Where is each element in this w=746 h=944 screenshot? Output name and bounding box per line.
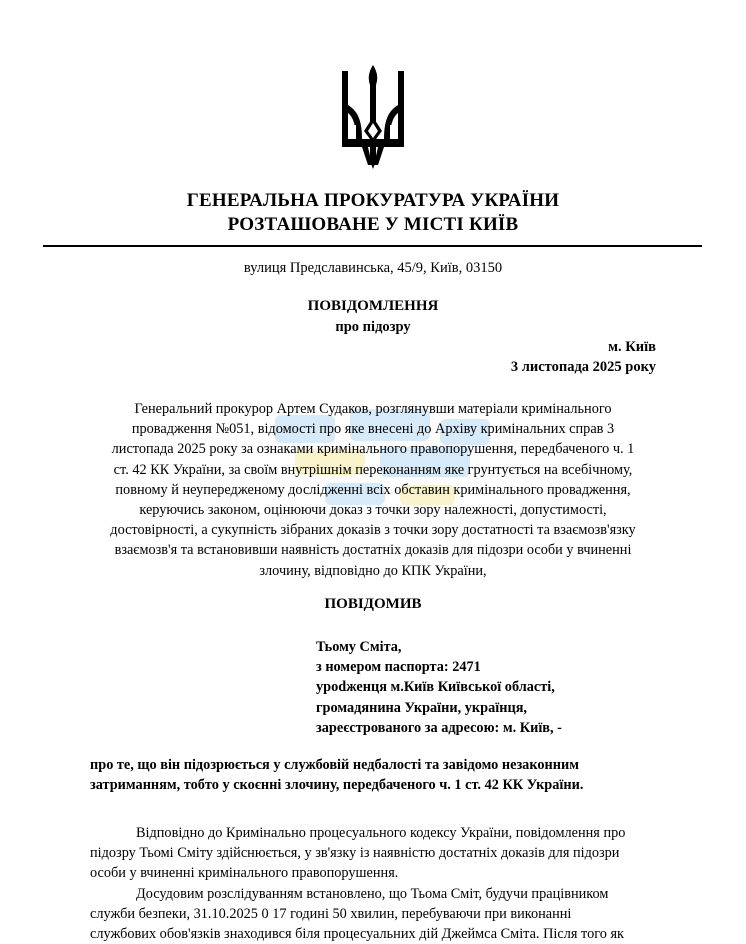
charge-line: затриманням, тобто у скоєнні злочину, передбаченого ч. 1 ст. 42 КК України. — [90, 777, 584, 794]
suspect-details — [316, 637, 562, 738]
organization-name: ГЕНЕРАЛЬНА ПРОКУРАТУРА УКРАЇНИ — [186, 190, 560, 211]
document-title: ПОВІДОМЛЕННЯ — [307, 298, 439, 314]
body-paragraphs — [90, 823, 660, 944]
charge-line: про те, що він підозрюється у службовій недбалості та завідомо незаконним — [90, 757, 579, 773]
body-line: підозру Тьомі Сміту здійснюється, у зв'язку із наявністю достатніх доказів для підозри — [90, 845, 620, 862]
preamble-paragraph — [90, 399, 656, 581]
body-line: службових обов'язків знаходився біля процесуальних дій Джеймса Сміта. Після того як — [90, 926, 624, 943]
preamble-line: взаємозв'я та встановивши наявність достатніх доказів для підозри особи у вчиненні — [114, 542, 632, 559]
organization-location: РОЗТАШОВАНЕ У МІСТІ КИЇВ — [227, 214, 519, 235]
suspect-registration: зареєстрованого за адресою: м. Київ, - — [316, 719, 562, 736]
ukraine-trident-icon — [338, 65, 408, 177]
body-line: особи у вчиненні кримінального правопорушення. — [90, 865, 399, 882]
suspect-birthplace: урodженця м.Київ Київської області, — [316, 679, 555, 696]
preamble-line: повному й неупередженому дослідженні всіх обставин кримінального провадження, — [115, 481, 631, 498]
header-divider — [43, 245, 702, 247]
preamble-line: злочину, відповідно до КПК України, — [259, 562, 487, 579]
preamble-line: провадження №051, відомості про яке внесені до Архіву кримінальних справ 3 — [131, 421, 615, 438]
suspect-citizenship: громадянина України, українця, — [316, 699, 528, 716]
preamble-line: листопада 2025 року за ознаками кримінального правопорушення, передбаченого ч. 1 — [111, 441, 635, 458]
preamble-line: ст. 42 КК України, за своїм внутрішнім переконанням яке грунтується на всебічному, — [113, 461, 633, 478]
preamble-line: достовірності, а сукупність зібраних доказів з точки зору достатності та взаємозв'язку — [110, 522, 636, 539]
body-line: служби безпеки, 31.10.2025 0 17 годині 50 хвилин, перебуваючи при виконанні — [90, 905, 572, 922]
organization-address: вулиця Предславинська, 45/9, Київ, 03150 — [243, 260, 503, 276]
preamble-line: Генеральний прокурор Артем Судаков, розглянувши матеріали кримінального — [134, 401, 612, 417]
body-line: Відповідно до Кримінально процесуального кодексу України, повідомлення про — [136, 825, 626, 841]
body-line: Досудовим розслідуванням встановлено, що Тьома Сміт, будучи працівником — [136, 885, 609, 902]
document-date: 3 листопада 2025 року — [510, 359, 656, 375]
suspect-name: Тьому Сміта, — [316, 639, 402, 655]
notification-verb: ПОВІДОМИВ — [324, 596, 422, 612]
charge-statement — [90, 755, 583, 795]
suspect-passport: з номером паспорта: 2471 — [316, 659, 481, 676]
preamble-line: керуючись законом, оцінюючи доказ з точки зору належності, допустимості, — [139, 502, 607, 519]
document-place: м. Київ — [608, 339, 656, 355]
document-subtitle: про підозру — [335, 319, 411, 335]
